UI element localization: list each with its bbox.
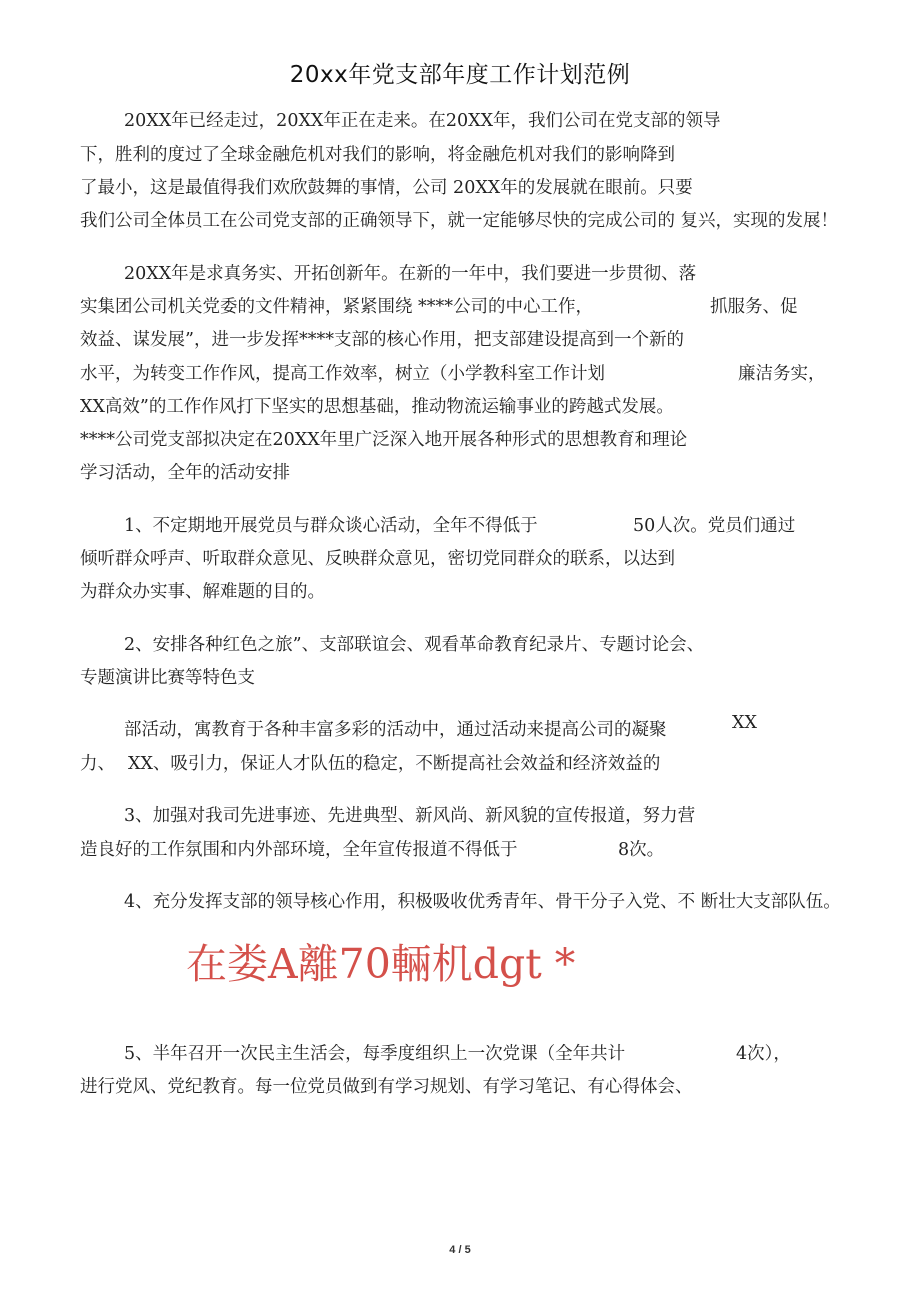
paragraph-line: XX高效”的工作作风打下坚实的思想基础，推动物流运输事业的跨越式发展。 bbox=[80, 397, 674, 417]
paragraph-line: ****公司党支部拟决定在20XX年里广泛深入地开展各种形式的思想教育和理论 bbox=[80, 430, 688, 450]
paragraph-line: 下，胜利的度过了全球金融危机对我们的影响，将金融危机对我们的影响降到 bbox=[80, 145, 675, 165]
list-item-line: 3、加强对我司先进事迹、先进典型、新风尚、新风貌的宣传报道，努力营 bbox=[124, 806, 696, 826]
list-item-line: 5、半年召开一次民主生活会，每季度组织上一次党课（全年共计 bbox=[124, 1044, 626, 1064]
list-item-line: 为群众办实事、解难题的目的。 bbox=[80, 582, 325, 602]
list-item-line: 2、安排各种红色之旅”、支部联谊会、观看革命教育纪录片、专题讨论会、 bbox=[124, 635, 705, 655]
list-item-line: 部活动，寓教育于各种丰富多彩的活动中，通过活动来提高公司的凝聚 bbox=[124, 720, 667, 740]
paragraph-line-tail: 廉洁务实， bbox=[738, 364, 826, 384]
paragraph-line: 实集团公司机关党委的文件精神，紧紧围绕 ****公司的中心工作， bbox=[80, 297, 594, 317]
paragraph-line: 20XX年已经走过，20XX年正在走来。在20XX年，我们公司在党支部的领导 bbox=[124, 111, 721, 131]
list-item-line: 力、 bbox=[80, 754, 115, 774]
list-item-line-tail: 4次）， bbox=[736, 1044, 791, 1064]
paragraph-line: 学习活动，全年的活动安排 bbox=[80, 463, 290, 483]
list-item-line: 进行党风、党纪教育。每一位党员做到有学习规划、有学习笔记、有心得体会、 bbox=[80, 1077, 693, 1097]
list-item-line: 倾听群众呼声、听取群众意见、反映群众意见，密切党同群众的联系，以达到 bbox=[80, 549, 675, 569]
paragraph-line: 了最小，这是最值得我们欢欣鼓舞的事情，公司 20XX年的发展就在眼前。只要 bbox=[80, 178, 693, 198]
list-item-line-tail: 50人次。党员们通过 bbox=[633, 516, 796, 536]
paragraph-line: 我们公司全体员工在公司党支部的正确领导下，就一定能够尽快的完成公司的 复兴，实现的发展！ bbox=[80, 211, 839, 231]
list-item-line-tail: XX bbox=[732, 713, 757, 733]
paragraph-line: 水平，为转变工作作风，提高工作效率，树立（小学教科室工作计划 bbox=[80, 364, 605, 384]
list-item-line: 1、不定期地开展党员与群众谈心活动，全年不得低于 bbox=[124, 516, 538, 536]
paragraph-line: 效益、谋发展”，进一步发挥****支部的核心作用，把支部建设提高到一个新的 bbox=[80, 330, 684, 350]
paragraph-line: 20XX年是求真务实、开拓创新年。在新的一年中，我们要进一步贯彻、落 bbox=[124, 264, 697, 284]
red-watermark-text: 在娄A離70輛机dgt * bbox=[186, 940, 576, 988]
document-title: 20xx年党支部年度工作计划范例 bbox=[289, 62, 631, 88]
list-item-line-tail: XX、吸引力，保证人才队伍的稳定，不断提高社会效益和经济效益的 bbox=[128, 754, 661, 774]
list-item-line-tail: 8次。 bbox=[618, 840, 665, 860]
list-item-line: 专题演讲比赛等特色支 bbox=[80, 668, 255, 688]
paragraph-line-tail: 抓服务、促 bbox=[710, 297, 798, 317]
list-item-line: 造良好的工作氛围和内外部环境，全年宣传报道不得低于 bbox=[80, 840, 518, 860]
list-item-line: 4、充分发挥支部的领导核心作用，积极吸收优秀青年、骨干分子入党、不 断壮大支部队伍。 bbox=[124, 892, 841, 912]
page-number: 4 / 5 bbox=[449, 1244, 471, 1256]
